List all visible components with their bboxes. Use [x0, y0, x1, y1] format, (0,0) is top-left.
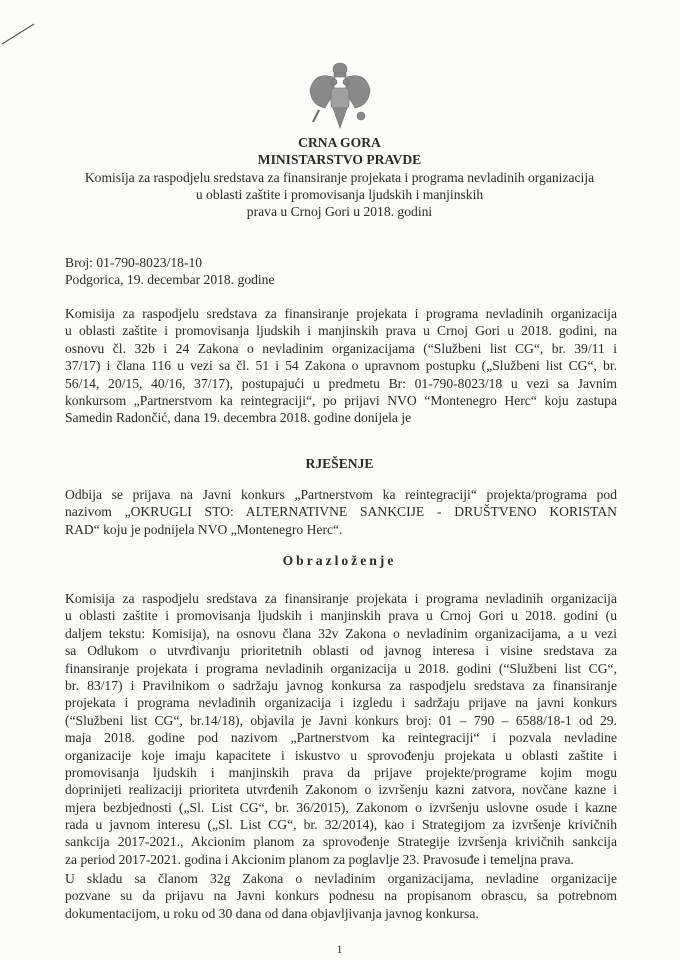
- preamble-paragraph: [65, 305, 617, 427]
- page-number: 1: [336, 942, 343, 956]
- text-line: mjera bezbjednosti („Sl. List CG“, br. 36/2015), Zakonom o izvršenju uslovne osude i kazne: [65, 799, 617, 815]
- text-line: dokumentacijom, u roku od 30 dana od dana objavljivanja javnog konkursa.: [65, 905, 479, 921]
- text-line: nazivom „OKRUGLI STO: ALTERNATIVNE SANKCIJE - DRUŠTVENO KORISTAN: [65, 504, 617, 520]
- text-line: RAD“ koju je podnijela NVO „Montenegro Herc“.: [65, 521, 343, 537]
- commission-line: u oblasti zaštite i promovisanja ljudskih i manjinskih: [195, 187, 484, 202]
- text-line: finansiranje projekata i programa nevladinih organizacija u 2018. godini (“Službeni list CG“,: [65, 660, 617, 676]
- text-line: 37/17) i člana 116 u vezi sa čl. 51 i 54 Zakona o upravnom postupku („Službeni list CG“, br.: [65, 358, 617, 374]
- text-line: konkursom „Partnerstvom ka reintegraciji“, po prijavi NVO “Montenegro Herc“ koju zastupa: [65, 392, 617, 408]
- text-line: doprinijeti realizaciji prioriteta utvrđenih Zakonom o izvršenju kazni zatvora, novčane kazne i: [65, 782, 617, 798]
- commission-line: Komisija za raspodjelu sredstava za finansiranje projekata i programa nevladinih organizacija: [84, 170, 595, 185]
- text-line: organizacije koje imaju kapacitete i iskustvo u sprovođenju projekata u oblasti zaštite i: [65, 747, 617, 763]
- text-line: promovisanja ljudskih i manjinskih prava da prijave projekte/programe kojim mogu: [65, 764, 617, 780]
- reference-block: [65, 254, 617, 289]
- text-line: sankcija 2017-2021., Akcionim planom za sprovođenje Strategije izvršenja krivičnih sankcija: [65, 834, 617, 850]
- text-line: Komisija za raspodjelu sredstava za finansiranje projekata i programa nevladinih organizacija: [65, 591, 617, 606]
- text-line: pozvane su da prijavu na Javni konkurs podnesu na propisanom obrascu, sa potrebnom: [65, 888, 617, 904]
- text-line: u oblasti zaštite i promovisanja ljudskih i manjinskih prava u Crnoj Gori u 2018. godini (u: [65, 608, 617, 624]
- text-line: (“Službeni list CG“, br.14/18), objavila je Javni konkurs broj: 01 – 790 – 6588/18-1 od 29.: [65, 712, 617, 728]
- text-line: rada u javnom interesu („Sl. List CG“, br. 32/2014), kao i Strategijom za izvršenje krivičnih: [65, 817, 617, 833]
- country-heading: CRNA GORA: [298, 135, 381, 150]
- text-line: Odbija se prijava na Javni konkurs „Partnerstvom ka reintegraciji“ projekta/programa pod: [65, 487, 617, 502]
- place-date: Podgorica, 19. decembar 2018. godine: [65, 272, 275, 288]
- reasoning-paragraph: [65, 590, 617, 868]
- pen-mark: [0, 18, 40, 48]
- decision-paragraph: [65, 486, 617, 538]
- reference-number: Broj: 01-790-8023/18-10: [65, 255, 203, 270]
- final-paragraph: [65, 870, 617, 922]
- text-line: 56/14, 20/15, 40/16, 37/17), postupajući u predmetu Br: 01-790-8023/18 u vezi sa Javnim: [65, 375, 617, 391]
- decision-title: RJEŠENJE: [305, 456, 374, 471]
- coat-of-arms-icon: [305, 60, 375, 132]
- text-line: daljem tekstu: Komisija), na osnovu člana 32v Zakona o nevladinim organizacijama, a u vezi: [65, 625, 617, 641]
- reasoning-title: Obrazloženje: [282, 553, 397, 568]
- text-line: Samedin Radončić, dana 19. decembra 2018. godine donijela je: [65, 410, 412, 426]
- text-line: maja 2018. godine pod nazivom „Partnerstvom ka reintegraciji“ i pozvala nevladine: [65, 730, 617, 746]
- text-line: u oblasti zaštite i promovisanja ljudskih i manjinskih prava u Crnoj Gori u 2018. godini, na: [65, 323, 617, 339]
- text-line: br. 83/17) i Pravilnikom o sadržaju javnog konkursa za raspodjelu sredstava za finansiranje: [65, 677, 617, 693]
- text-line: sa Odlukom o utvrđivanju prioritetnih oblasti od javnog interesa i visine sredstava za: [65, 643, 617, 659]
- commission-line: prava u Crnoj Gori u 2018. godini: [246, 204, 433, 219]
- text-line: Komisija za raspodjelu sredstava za finansiranje projekata i programa nevladinih organizacija: [65, 306, 617, 321]
- ministry-heading: MINISTARSTVO PRAVDE: [257, 152, 422, 167]
- text-line: projekata i programa nevladinih organizacija i izgledu i sadržaju prijave na javni konkurs: [65, 695, 617, 711]
- text-line: osnovu čl. 32b i 24 Zakona o nevladinim organizacijama (“Službeni list CG“, br. 39/11 i: [65, 340, 617, 356]
- text-line: U skladu sa članom 32g Zakona o nevladinim organizacijama, nevladine organizacije: [65, 871, 617, 886]
- text-line: za period 2017-2021. godina i Akcionim planom za poglavlje 23. Pravosuđe i temeljna prava.: [65, 851, 574, 867]
